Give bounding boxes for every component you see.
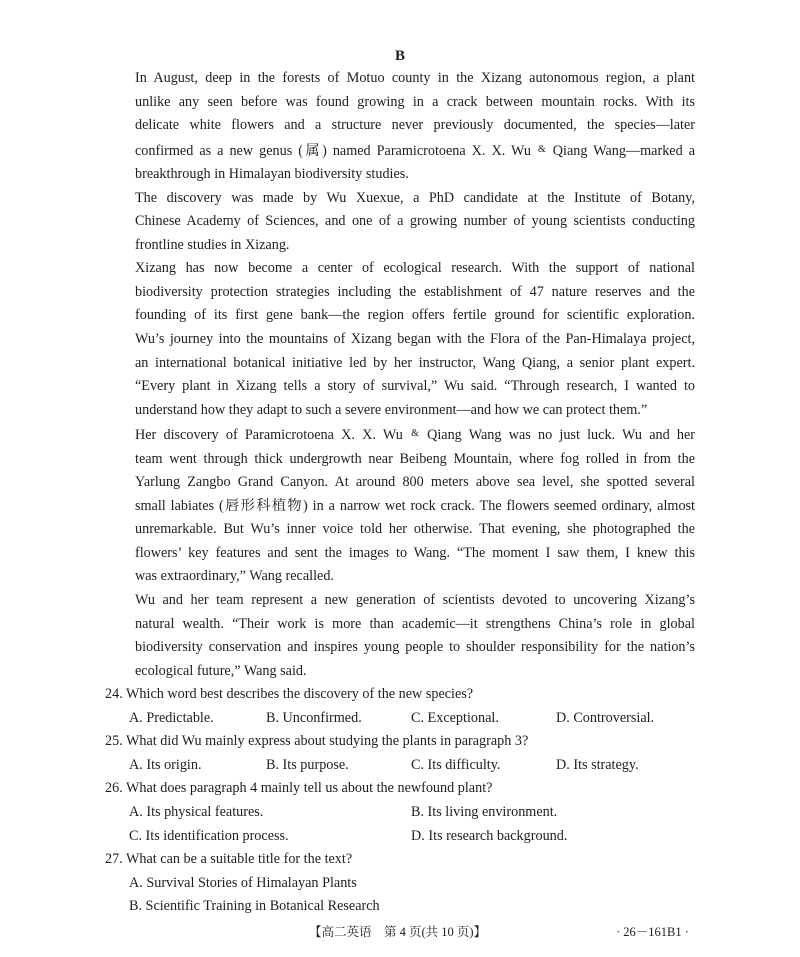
text-line: Wu’s journey into the mountains of Xizang began with the Flora of the Pan-Himalaya project, [135,331,695,348]
text-segment: & Qiang Wang—marked a [537,142,695,159]
question-25 [105,730,695,777]
option-a[interactable]: A. Its physical features. [129,803,264,820]
options-row [105,825,695,849]
option-a[interactable]: A. Survival Stories of Himalayan Plants [129,874,357,891]
question-stem: 26. What does paragraph 4 mainly tell us about the newfound plant? [105,780,493,797]
text-line [105,422,695,448]
option-a[interactable]: A. Its origin. [129,756,202,773]
text-line: Yarlung Zangbo Grand Canyon. At around 800 meters above sea level, she spotted several [135,474,695,491]
text-line: unlike any seen before was found growing in a crack between mountain rocks. With its [135,93,695,110]
options-row [105,801,695,825]
passage-paragraph-2 [105,187,695,258]
page-footer-label: 【高二英语 第 4 页(共 10 页)】 [309,925,487,939]
text-line: breakthrough in Himalayan biodiversity studies. [135,166,409,183]
question-stem: 24. Which word best describes the discovery of the new species? [105,686,474,703]
text-line: The discovery was made by Wu Xuexue, a PhD candidate at the Institute of Botany, [135,189,695,206]
question-26 [105,777,695,848]
option-c[interactable]: C. Exceptional. [411,709,499,726]
reading-passage [105,67,695,919]
option-a[interactable]: A. Predictable. [129,709,214,726]
ampersand-glyph: & [537,143,546,155]
text-line: In August, deep in the forests of Motuo county in the Xizang autonomous region, a plant [135,70,695,86]
text-line: flowers’ key features and sent the images to Wang. “The moment I saw them, I knew this [135,544,695,561]
text-line: frontline studies in Xizang. [135,236,290,253]
text-segment: & Qiang Wang was no just luck. Wu and her [411,427,696,444]
text-line: team went through thick undergrowth near Beibeng Mountain, where fog rolled in from the [135,450,695,467]
ampersand-glyph: & [411,428,419,440]
option-b[interactable]: B. Its purpose. [266,756,349,773]
option-d[interactable]: D. Controversial. [556,709,655,726]
page-footer-code: · 26－161B1 · [616,925,689,939]
section-heading: B [394,48,405,64]
text-line: was extraordinary,” Wang recalled. [135,568,334,585]
text-segment: Her discovery of Paramicrotoena X. X. Wu [135,427,403,444]
question-24 [105,683,695,730]
text-segment: confirmed as a new genus (属) named Paramicrotoena X. X. Wu [135,142,531,159]
text-line: small labiates (唇形科植物) in a narrow wet rock crack. The flowers seemed ordinary, almost [135,497,695,514]
option-d[interactable]: D. Its strategy. [556,756,639,773]
passage-paragraph-3 [105,257,695,422]
text-line [105,138,695,164]
passage-paragraph-5 [105,589,695,683]
question-stem: 27. What can be a suitable title for the text? [105,851,353,868]
options-row [105,754,695,778]
question-27 [105,848,695,919]
text-line: natural wealth. “Their work is more than academic—it strengthens China’s role in global [135,615,695,632]
option-b[interactable]: B. Unconfirmed. [266,709,362,726]
text-line: unremarkable. But Wu’s inner voice told her otherwise. That evening, she photographed the [135,521,695,538]
options-row [105,707,695,731]
option-b[interactable]: B. Its living environment. [411,803,558,820]
text-line: Chinese Academy of Sciences, and one of a growing number of young scientists conducting [135,213,695,230]
text-line: Wu and her team represent a new generation of scientists devoted to uncovering Xizang’s [135,592,695,609]
option-c[interactable]: C. Its difficulty. [411,756,501,773]
text-line: biodiversity conservation and inspires young people to shoulder responsibility for the nation’s [135,639,695,656]
text-line: “Every plant in Xizang tells a story of survival,” Wu said. “Through research, I wanted to [135,378,695,395]
option-b[interactable]: B. Scientific Training in Botanical Research [129,898,380,915]
option-c[interactable]: C. Its identification process. [129,827,289,844]
question-stem: 25. What did Wu mainly express about studying the plants in paragraph 3? [105,733,529,750]
passage-paragraph-4 [105,422,695,589]
text-line: founding of its first gene bank—the region offers fertile ground for scientific exploration. [135,307,695,324]
text-line: ecological future,” Wang said. [135,662,307,679]
text-line: understand how they adapt to such a severe environment—and how we can protect them.” [135,401,648,418]
option-d[interactable]: D. Its research background. [411,827,568,844]
text-line: biodiversity protection strategies including the establishment of 47 nature reserves and the [135,283,695,300]
text-line: delicate white flowers and a structure never previously documented, the species—later [135,117,695,134]
text-line: Xizang has now become a center of ecological research. With the support of national [135,260,695,277]
text-line: an international botanical initiative led by her instructor, Wang Qiang, a senior plant expert. [135,354,695,371]
passage-paragraph-1 [105,67,695,187]
